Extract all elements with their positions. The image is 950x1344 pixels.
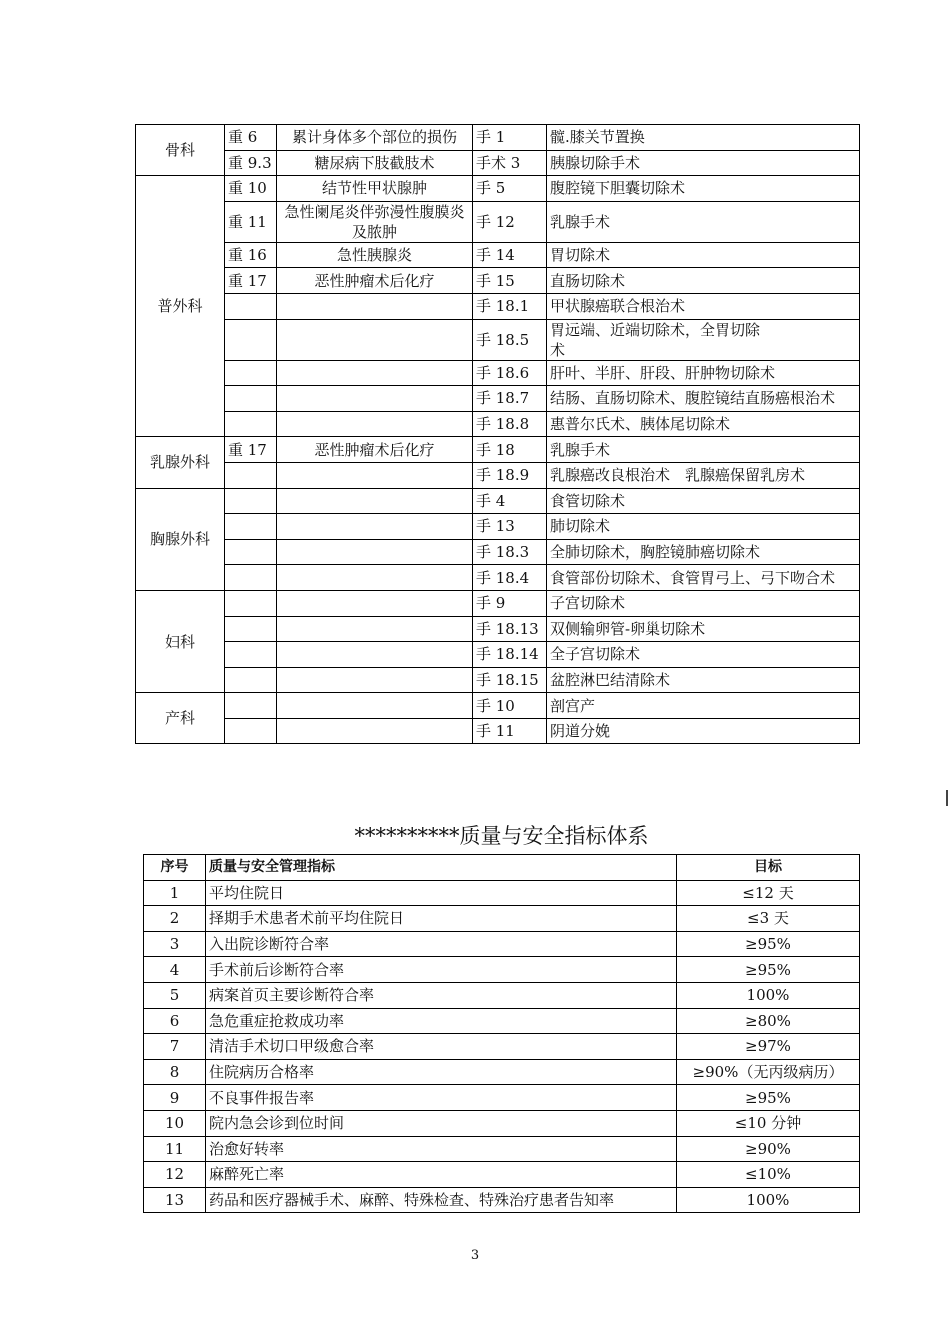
table-row — [136, 437, 860, 463]
op-code-cell: 手 18 — [473, 437, 547, 463]
quality-indicator-table — [143, 854, 860, 1213]
op-code-cell: 手 15 — [473, 268, 547, 294]
header-target: 目标 — [677, 855, 860, 881]
heavy-code-cell — [225, 667, 277, 693]
op-code-cell: 手 18.7 — [473, 386, 547, 412]
op-code-cell: 手术 3 — [473, 150, 547, 176]
heavy-code-cell — [225, 319, 277, 360]
op-name-cell: 甲状腺癌联合根治术 — [547, 293, 860, 319]
table-row — [144, 931, 860, 957]
op-name-cell: 阴道分娩 — [547, 718, 860, 744]
disease-cell — [277, 514, 473, 540]
op-name-cell: 食管部份切除术、食管胃弓上、弓下吻合术 — [547, 565, 860, 591]
op-code-cell: 手 18.14 — [473, 642, 547, 668]
indicator-cell: 院内急会诊到位时间 — [206, 1110, 677, 1136]
op-name-cell: 直肠切除术 — [547, 268, 860, 294]
no-cell: 3 — [144, 931, 206, 957]
table-row — [136, 386, 860, 412]
dept-cell: 乳腺外科 — [136, 437, 225, 488]
disease-cell: 恶性肿瘤术后化疗 — [277, 437, 473, 463]
table-row — [144, 1034, 860, 1060]
table-row — [144, 906, 860, 932]
disease-cell — [277, 590, 473, 616]
target-cell: 100% — [677, 1187, 860, 1213]
target-cell: ≥95% — [677, 1085, 860, 1111]
table-row — [136, 125, 860, 151]
no-cell: 8 — [144, 1059, 206, 1085]
no-cell: 6 — [144, 1008, 206, 1034]
dept-cell: 胸腺外科 — [136, 488, 225, 590]
heavy-code-cell — [225, 590, 277, 616]
indicator-cell: 麻醉死亡率 — [206, 1162, 677, 1188]
heavy-code-cell: 重 11 — [225, 201, 277, 242]
table-row — [136, 667, 860, 693]
no-cell: 5 — [144, 982, 206, 1008]
table-row — [144, 1110, 860, 1136]
op-name-cell: 双侧输卵管-卵巢切除术 — [547, 616, 860, 642]
op-code-cell: 手 18.6 — [473, 360, 547, 386]
target-cell: ≤12 天 — [677, 880, 860, 906]
table-row — [144, 1162, 860, 1188]
disease-cell — [277, 667, 473, 693]
header-no: 序号 — [144, 855, 206, 881]
table-row — [136, 293, 860, 319]
op-code-cell: 手 9 — [473, 590, 547, 616]
no-cell: 9 — [144, 1085, 206, 1111]
no-cell: 1 — [144, 880, 206, 906]
indicator-cell: 平均住院日 — [206, 880, 677, 906]
target-cell: ≥90%（无丙级病历） — [677, 1059, 860, 1085]
no-cell: 4 — [144, 957, 206, 983]
heavy-code-cell — [225, 411, 277, 437]
op-name-cell: 乳腺手术 — [547, 201, 860, 242]
disease-cell — [277, 693, 473, 719]
no-cell: 2 — [144, 906, 206, 932]
table-header-row — [144, 855, 860, 881]
table-row — [144, 880, 860, 906]
indicator-cell: 入出院诊断符合率 — [206, 931, 677, 957]
op-code-cell: 手 18.4 — [473, 565, 547, 591]
indicator-cell: 不良事件报告率 — [206, 1085, 677, 1111]
section-title: **********质量与安全指标体系 — [354, 824, 649, 848]
op-code-cell: 手 5 — [473, 176, 547, 202]
table-row — [144, 1085, 860, 1111]
op-code-cell: 手 18.15 — [473, 667, 547, 693]
table-row — [144, 1008, 860, 1034]
target-cell: ≥90% — [677, 1136, 860, 1162]
target-cell: ≥80% — [677, 1008, 860, 1034]
indicator-cell: 清洁手术切口甲级愈合率 — [206, 1034, 677, 1060]
op-code-cell: 手 10 — [473, 693, 547, 719]
op-code-cell: 手 18.5 — [473, 319, 547, 360]
table-row — [136, 176, 860, 202]
heavy-code-cell: 重 10 — [225, 176, 277, 202]
table-row — [136, 242, 860, 268]
op-name-cell: 腹腔镜下胆囊切除术 — [547, 176, 860, 202]
op-code-cell: 手 18.1 — [473, 293, 547, 319]
table-row — [136, 514, 860, 540]
heavy-code-cell: 重 9.3 — [225, 150, 277, 176]
op-code-cell: 手 4 — [473, 488, 547, 514]
indicator-cell: 治愈好转率 — [206, 1136, 677, 1162]
heavy-code-cell — [225, 360, 277, 386]
disease-cell — [277, 462, 473, 488]
table-row — [144, 1136, 860, 1162]
target-cell: ≤3 天 — [677, 906, 860, 932]
table-row — [136, 201, 860, 242]
disease-cell — [277, 386, 473, 412]
disease-cell: 急性胰腺炎 — [277, 242, 473, 268]
disease-cell — [277, 319, 473, 360]
heavy-code-cell: 重 6 — [225, 125, 277, 151]
op-code-cell: 手 11 — [473, 718, 547, 744]
target-cell: ≤10 分钟 — [677, 1110, 860, 1136]
table-row — [136, 462, 860, 488]
disease-cell — [277, 488, 473, 514]
no-cell: 12 — [144, 1162, 206, 1188]
op-name-cell: 胰腺切除手术 — [547, 150, 860, 176]
disease-cell — [277, 360, 473, 386]
op-name-cell: 肺切除术 — [547, 514, 860, 540]
disease-cell — [277, 616, 473, 642]
disease-cell — [277, 565, 473, 591]
op-code-cell: 手 1 — [473, 125, 547, 151]
no-cell: 7 — [144, 1034, 206, 1060]
target-cell: ≥95% — [677, 931, 860, 957]
no-cell: 13 — [144, 1187, 206, 1213]
department-procedure-table — [135, 124, 860, 744]
op-name-cell: 剖宫产 — [547, 693, 860, 719]
indicator-cell: 急危重症抢救成功率 — [206, 1008, 677, 1034]
op-name-cell: 胃远端、近端切除术，全胃切除术 — [547, 319, 860, 360]
disease-cell: 结节性甲状腺肿 — [277, 176, 473, 202]
disease-cell: 累计身体多个部位的损伤 — [277, 125, 473, 151]
op-code-cell: 手 18.3 — [473, 539, 547, 565]
heavy-code-cell: 重 16 — [225, 242, 277, 268]
op-code-cell: 手 18.8 — [473, 411, 547, 437]
dept-cell: 骨科 — [136, 125, 225, 176]
op-code-cell: 手 14 — [473, 242, 547, 268]
indicator-cell: 住院病历合格率 — [206, 1059, 677, 1085]
table-row — [136, 539, 860, 565]
op-code-cell: 手 18.9 — [473, 462, 547, 488]
op-code-cell: 手 12 — [473, 201, 547, 242]
dept-cell: 产科 — [136, 693, 225, 744]
table-row — [136, 411, 860, 437]
op-name-cell: 结肠、直肠切除术、腹腔镜结直肠癌根治术 — [547, 386, 860, 412]
disease-cell: 恶性肿瘤术后化疗 — [277, 268, 473, 294]
page-number: 3 — [470, 1248, 480, 1263]
table-row — [136, 268, 860, 294]
target-cell: ≤10% — [677, 1162, 860, 1188]
heavy-code-cell — [225, 386, 277, 412]
header-indicator: 质量与安全管理指标 — [206, 855, 677, 881]
disease-cell — [277, 293, 473, 319]
target-cell: 100% — [677, 982, 860, 1008]
target-cell: ≥95% — [677, 957, 860, 983]
table-row — [136, 616, 860, 642]
op-code-cell: 手 18.13 — [473, 616, 547, 642]
heavy-code-cell — [225, 616, 277, 642]
op-name-cell: 子宫切除术 — [547, 590, 860, 616]
heavy-code-cell — [225, 539, 277, 565]
heavy-code-cell — [225, 462, 277, 488]
op-name-cell: 乳腺癌改良根治术 乳腺癌保留乳房术 — [547, 462, 860, 488]
table-row — [136, 642, 860, 668]
table-row — [144, 1187, 860, 1213]
heavy-code-cell — [225, 293, 277, 319]
table-row — [144, 982, 860, 1008]
heavy-code-cell: 重 17 — [225, 437, 277, 463]
heavy-code-cell — [225, 565, 277, 591]
table-row — [136, 590, 860, 616]
indicator-cell: 药品和医疗器械手术、麻醉、特殊检查、特殊治疗患者告知率 — [206, 1187, 677, 1213]
no-cell: 11 — [144, 1136, 206, 1162]
table-row — [136, 488, 860, 514]
indicator-cell: 择期手术患者术前平均住院日 — [206, 906, 677, 932]
heavy-code-cell — [225, 642, 277, 668]
table-row — [136, 718, 860, 744]
dept-cell: 妇科 — [136, 590, 225, 692]
target-cell: ≥97% — [677, 1034, 860, 1060]
margin-mark — [946, 790, 948, 806]
table-row — [144, 957, 860, 983]
op-name-cell: 胃切除术 — [547, 242, 860, 268]
indicator-cell: 病案首页主要诊断符合率 — [206, 982, 677, 1008]
heavy-code-cell: 重 17 — [225, 268, 277, 294]
heavy-code-cell — [225, 488, 277, 514]
disease-cell — [277, 642, 473, 668]
table-row — [136, 565, 860, 591]
op-name-cell: 乳腺手术 — [547, 437, 860, 463]
disease-cell: 糖尿病下肢截肢术 — [277, 150, 473, 176]
op-name-cell: 惠普尔氏术、胰体尾切除术 — [547, 411, 860, 437]
table-row — [144, 1059, 860, 1085]
heavy-code-cell — [225, 514, 277, 540]
op-code-cell: 手 13 — [473, 514, 547, 540]
dept-cell: 普外科 — [136, 176, 225, 437]
op-name-cell: 食管切除术 — [547, 488, 860, 514]
op-name-cell: 肝叶、半肝、肝段、肝肿物切除术 — [547, 360, 860, 386]
op-name-cell: 髋.膝关节置换 — [547, 125, 860, 151]
no-cell: 10 — [144, 1110, 206, 1136]
table-row — [136, 150, 860, 176]
op-name-cell: 全肺切除术，胸腔镜肺癌切除术 — [547, 539, 860, 565]
disease-cell — [277, 718, 473, 744]
heavy-code-cell — [225, 693, 277, 719]
disease-cell — [277, 411, 473, 437]
op-name-cell: 全子宫切除术 — [547, 642, 860, 668]
heavy-code-cell — [225, 718, 277, 744]
table-row — [136, 693, 860, 719]
op-name-cell: 盆腔淋巴结清除术 — [547, 667, 860, 693]
table-row — [136, 319, 860, 360]
indicator-cell: 手术前后诊断符合率 — [206, 957, 677, 983]
disease-cell — [277, 539, 473, 565]
table-row — [136, 360, 860, 386]
disease-cell: 急性阑尾炎伴弥漫性腹膜炎及脓肿 — [277, 201, 473, 242]
